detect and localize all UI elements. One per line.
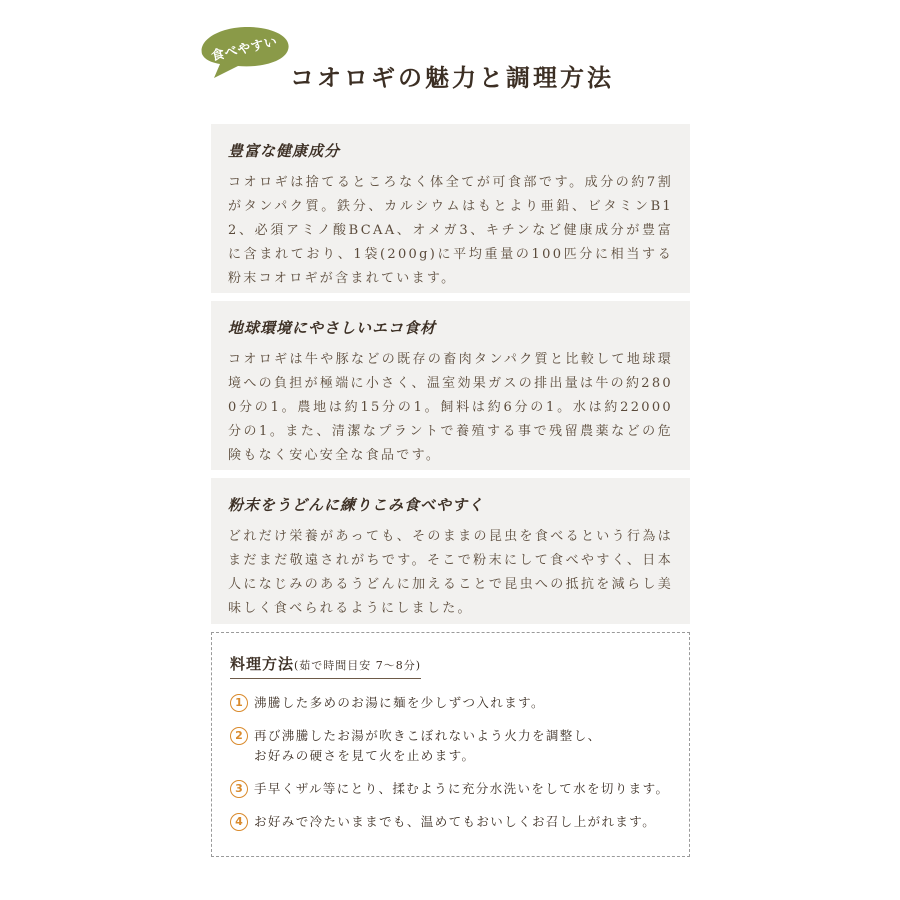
method-step	[230, 693, 671, 713]
page-title: コオロギの魅力と調理方法	[290, 63, 614, 92]
step-text: 再び沸騰したお湯が吹きこぼれないよう火力を調整し、 お好みの硬さを見て火を止めます。	[254, 728, 602, 763]
method-title: 料理方法	[230, 655, 295, 673]
section-udon	[211, 478, 690, 624]
section-health	[211, 124, 690, 293]
method-header	[230, 653, 421, 679]
section-body: どれだけ栄養があっても、そのままの昆虫を食べるという行為はまだまだ敬遠されがちです。そこで粉末にして食べやすく、日本人になじみのあるうどんに加えることで昆虫への抵抗を減らし美味しく食べられるようにしました。	[228, 529, 673, 616]
cooking-method-box	[211, 632, 690, 857]
badge-label: 食べやすい	[209, 34, 280, 65]
step-text: お好みで冷たいままでも、温めてもおいしくお召し上がれます。	[254, 814, 657, 829]
section-body: コオロギは牛や豚などの既存の畜肉タンパク質と比較して地球環境への負担が極端に小さく、温室効果ガスの排出量は牛の約2800分の1。農地は約15分の1。飼料は約6分の1。水は約22000分の1。また、清潔なプラントで養殖する事で残留農薬などの危険もなく安心安全な食品です。	[228, 352, 673, 463]
section-body: コオロギは捨てるところなく体全てが可食部です。成分の約7割がタンパク質。鉄分、カルシウムはもとより亜鉛、ビタミンB12、必須アミノ酸BCAA、オメガ3、キチンなど健康成分が豊富に含まれており、1袋(200g)に平均重量の100匹分に相当する粉末コオロギが含まれています。	[228, 175, 673, 286]
section-heading: 豊富な健康成分	[228, 142, 341, 160]
method-step	[230, 812, 671, 832]
section-heading: 粉末をうどんに練りこみ食べやすく	[228, 496, 485, 514]
section-eco	[211, 301, 690, 470]
step-number-icon: 1	[230, 694, 248, 712]
step-text: 手早くザル等にとり、揉むように充分水洗いをして水を切ります。	[254, 781, 670, 796]
step-number-icon: 4	[230, 813, 248, 831]
step-number-icon: 2	[230, 727, 248, 745]
step-text: 沸騰した多めのお湯に麺を少しずつ入れます。	[254, 695, 545, 710]
badge	[194, 24, 292, 74]
section-heading: 地球環境にやさしいエコ食材	[228, 319, 437, 337]
method-note: (茹で時間目安 7〜8分)	[294, 659, 422, 672]
step-number-icon: 3	[230, 780, 248, 798]
method-step	[230, 726, 671, 766]
method-step	[230, 779, 671, 799]
